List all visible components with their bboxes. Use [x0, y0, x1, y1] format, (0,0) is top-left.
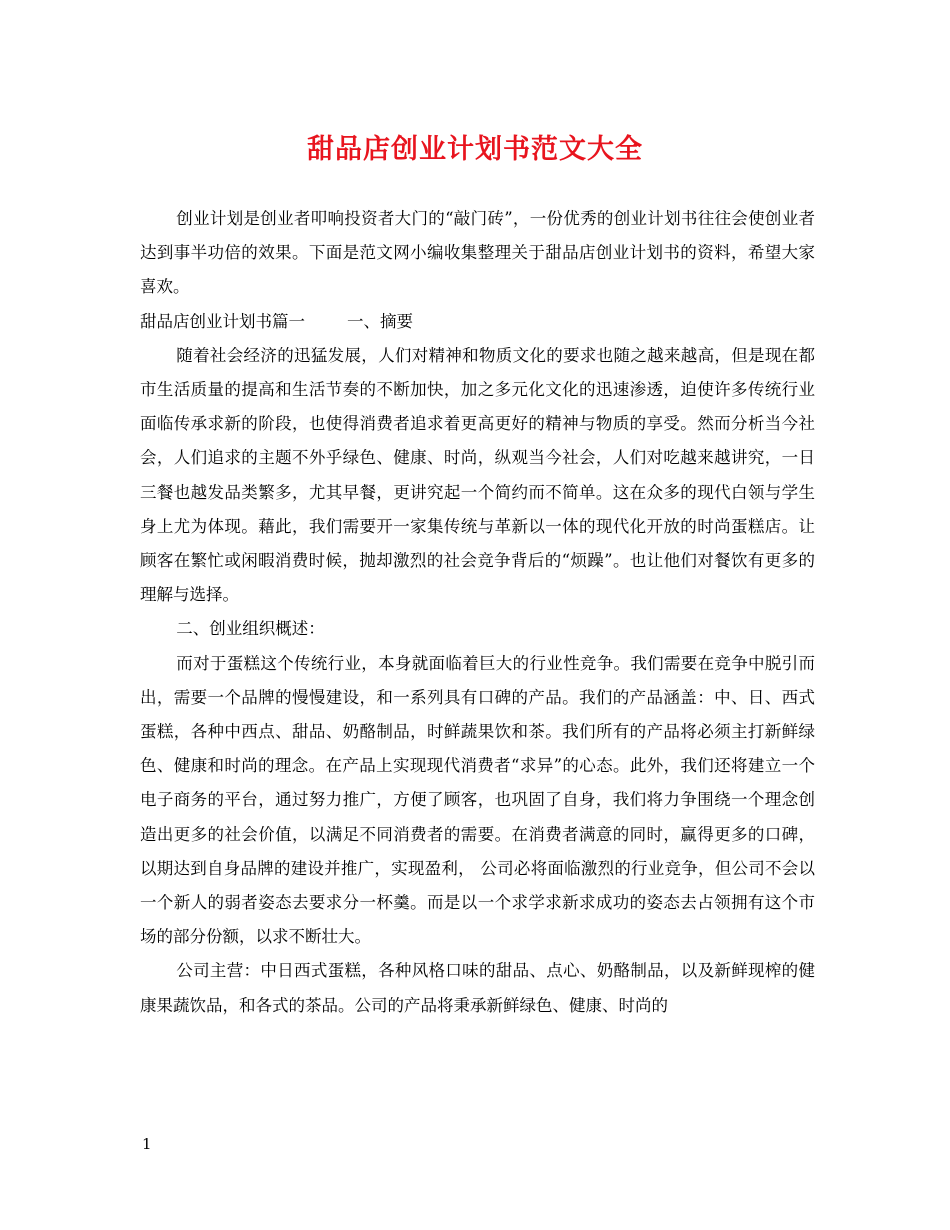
- document-title: 甜品店创业计划书范文大全: [307, 134, 643, 165]
- document-body: [140, 202, 815, 1023]
- business-paragraph: 公司主营：中日西式蛋糕，各种风格口味的甜品、点心、奶酪制品，以及新鲜现榨的健康果蔬饮品，和各式的茶品。公司的产品将秉承新鲜绿色、健康、时尚的: [140, 961, 815, 1015]
- intro-paragraph: 创业计划是创业者叩响投资者大门的“敲门砖”，一份优秀的创业计划书往往会使创业者达到事半功倍的效果。下面是范文网小编收集整理关于甜品店创业计划书的资料，希望大家喜欢。: [140, 209, 815, 297]
- summary-paragraph: 随着社会经济的迅猛发展，人们对精神和物质文化的要求也随之越来越高，但是现在都市生活质量的提高和生活节奏的不断加快，加之多元化文化的迅速渗透，迫使许多传统行业面临传承求新的阶段，也使得消费者追求着更高更好的精神与物质的享受。然而分析当今社会，人们追求的主题不外乎绿色、健康、时尚，纵观当今社会，人们对吃越来越讲究，一日三餐也越发品类繁多，尤其早餐，更讲究起一个简约而不简单。这在众多的现代白领与学生身上尤为体现。藉此，我们需要开一家集传统与革新以一体的现代化开放的时尚蛋糕店。让顾客在繁忙或闲暇消费时候，抛却激烈的社会竞争背后的“烦躁”。也让他们对餐饮有更多的理解与选择。: [140, 345, 815, 605]
- section-heading-summary: 甜品店创业计划书篇一 一、摘要: [140, 311, 413, 331]
- section-heading-organization: 二、创业组织概述：: [176, 619, 325, 639]
- page-number: 1: [142, 1135, 152, 1153]
- organization-paragraph: 而对于蛋糕这个传统行业，本身就面临着巨大的行业性竞争。我们需要在竞争中脱引而出，需要一个品牌的慢慢建设，和一系列具有口碑的产品。我们的产品涵盖：中、日、西式蛋糕，各种中西点、甜品、奶酪制品，时鲜蔬果饮和茶。我们所有的产品将必须主打新鲜绿色、健康和时尚的理念。在产品上实现现代消费者“求异”的心态。此外，我们还将建立一个电子商务的平台，通过努力推广，方便了顾客，也巩固了自身，我们将力争围绕一个理念创造出更多的社会价值，以满足不同消费者的需要。在消费者满意的同时，赢得更多的口碑，以期达到自身品牌的建设并推广，实现盈利， 公司必将面临激烈的行业竞争，但公司不会以一个新人的弱者姿态去要求分一杯羹。而是以一个求学求新求成功的姿态去占领拥有这个市场的部分份额，以求不断壮大。: [140, 653, 815, 947]
